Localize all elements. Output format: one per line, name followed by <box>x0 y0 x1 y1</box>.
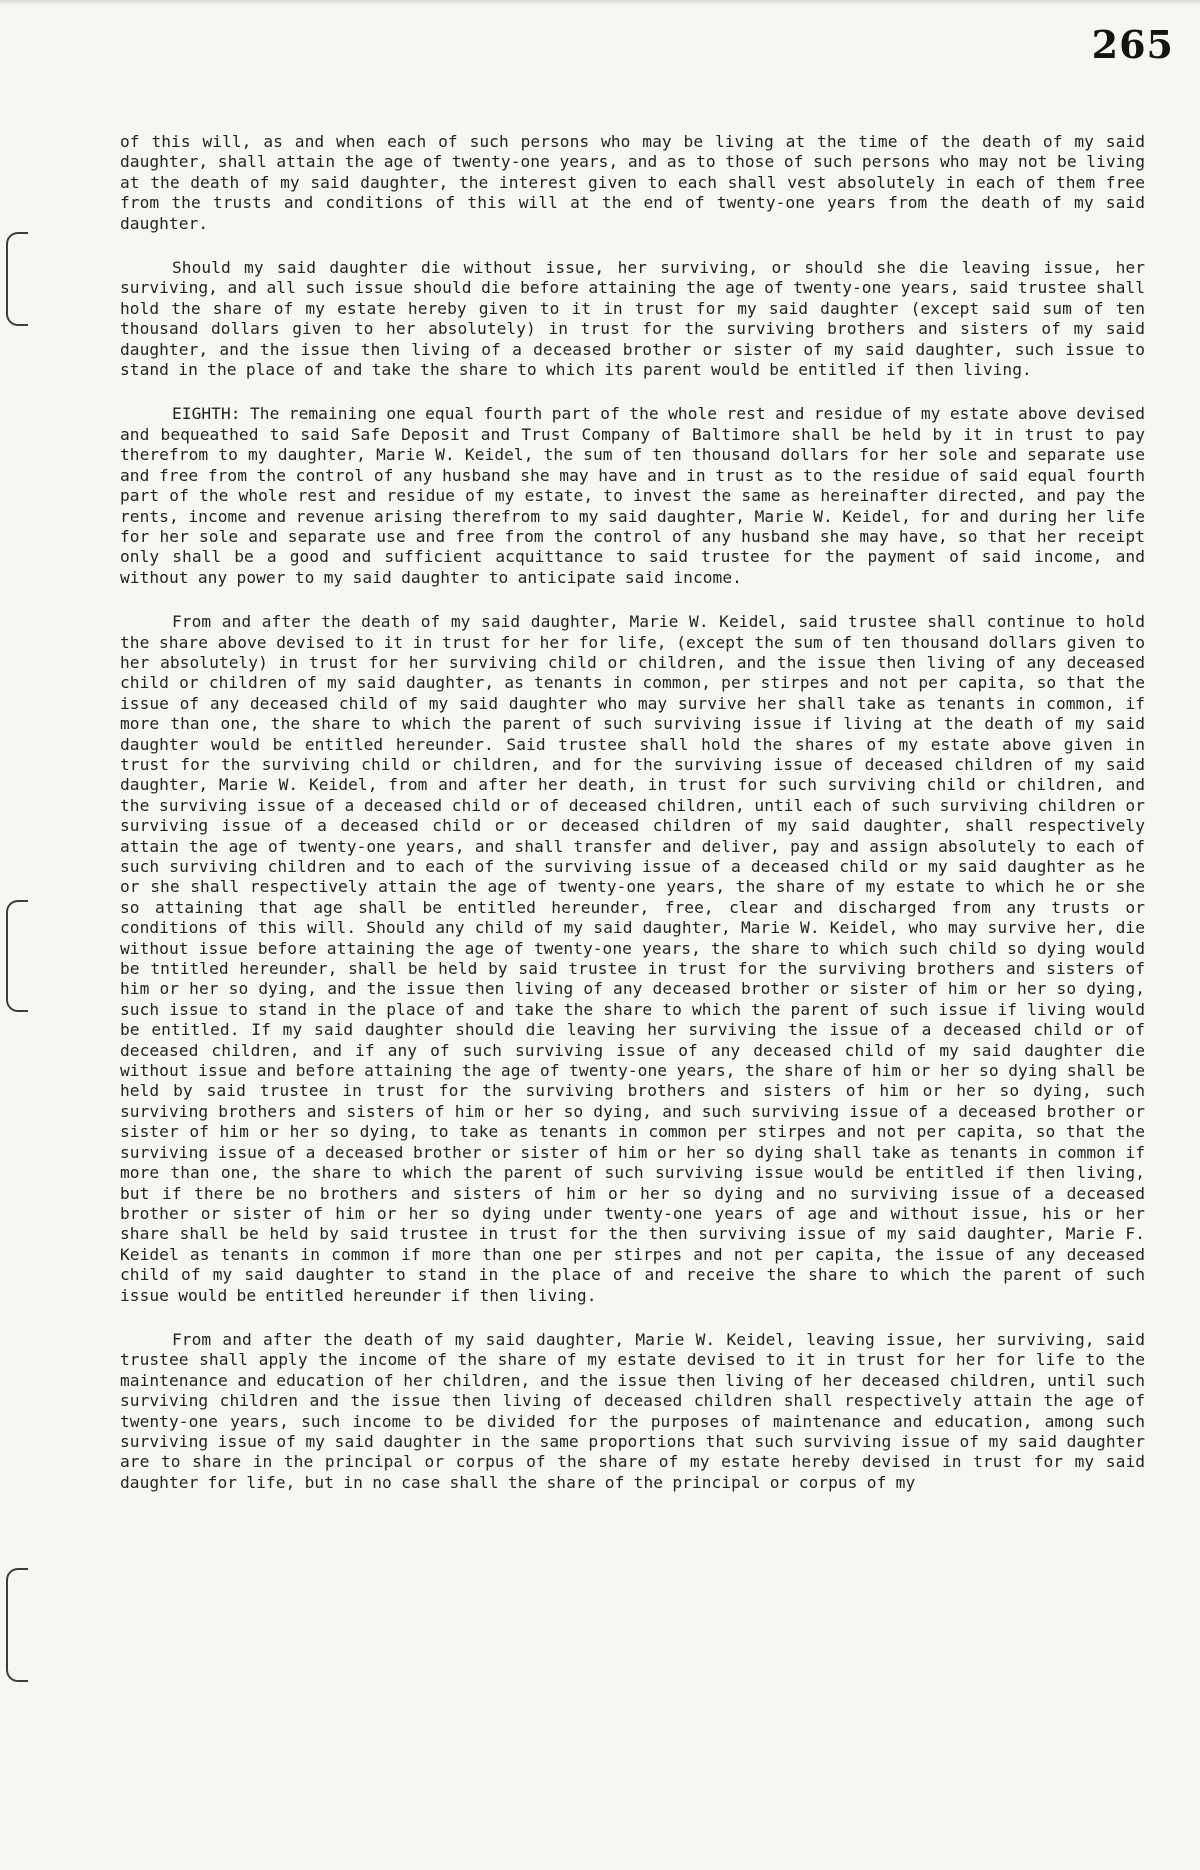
paragraph-continuation: of this will, as and when each of such persons who may be living at the time of the death of my said daughter, shall attain the age of twenty-one years, and as to those of such persons who may not be living at the death of my said daughter, the interest given to each shall vest absolutely in each of them free from the trusts and conditions of this will at the end of twenty-one years from the death of my said daughter. <box>120 132 1145 233</box>
page-top-edge <box>0 0 1200 6</box>
binding-hole-mark-top <box>6 232 28 326</box>
binding-hole-mark-middle <box>6 900 28 1012</box>
paragraph-eighth-article: EIGHTH: The remaining one equal fourth part of the whole rest and residue of my estate above devised and bequeathed to said Safe Deposit and Trust Company of Baltimore shall be held by it in trust to pay therefrom to my daughter, Marie W. Keidel, the sum of ten thousand dollars for her sole and separate use and free from the control of any husband she may have and in trust as to the residue of said equal fourth part of the whole rest and residue of my estate, to invest the same as hereinafter directed, and pay the rents, income and revenue arising therefrom to my said daughter, Marie W. Keidel, for and during her life for her sole and separate use and free from the control of any husband she may have, so that her receipt only shall be a good and sufficient acquittance to said trustee for the payment of said income, and without any power to my said daughter to anticipate said income. <box>120 404 1145 587</box>
binding-hole-mark-bottom <box>6 1568 28 1682</box>
page-number: 265 <box>1091 22 1174 67</box>
document-body <box>120 132 1145 1517</box>
paragraph-income-maintenance: From and after the death of my said daughter, Marie W. Keidel, leaving issue, her surviving, said trustee shall apply the income of the share of my estate devised to it in trust for her for life to the maintenance and education of her children, and the issue then living of her deceased children, until such surviving children and the issue then living of deceased children shall respectively attain the age of twenty-one years, such income to be divided for the purposes of maintenance and education, among such surviving issue of my said daughter in the same proportions that such surviving issue of my said daughter are to share in the principal or corpus of the share of my estate hereby devised in trust for my said daughter for life, but in no case shall the share of the principal or corpus of my <box>120 1329 1145 1492</box>
paragraph-no-issue-clause: Should my said daughter die without issue, her surviving, or should she die leaving issue, her surviving, and all such issue should die before attaining the age of twenty-one years, said trustee shall hold the share of my estate hereby given to it in trust for my said daughter (except said sum of ten thousand dollars given to her absolutely) in trust for the surviving brothers and sisters of my said daughter, and the issue then living of a deceased brother or sister of my said daughter, such issue to stand in the place of and take the share to which its parent would be entitled if then living. <box>120 258 1145 380</box>
paragraph-after-death-trust: From and after the death of my said daughter, Marie W. Keidel, said trustee shall continue to hold the share above devised to it in trust for her for life, (except the sum of ten thousand dollars given to her absolutely) in trust for her surviving child or children, and the issue then living of any deceased child or children of my said daughter, as tenants in common, per stirpes and not per capita, so that the issue of any deceased child of my said daughter who may survive her shall take as tenants in common, if more than one, the share to which the parent of such surviving issue if living at the death of my said daughter would be entitled hereunder. Said trustee shall hold the shares of my estate above given in trust for the surviving child or children, and for the surviving issue of deceased children of my said daughter, Marie W. Keidel, from and after her death, in trust for such surviving child or children, and the surviving issue of a deceased child or of deceased children, until each of such surviving children or surviving issue of a deceased child or or deceased children of my said daughter, shall respectively attain the age of twenty-one years, and shall transfer and deliver, pay and assign absolutely to each of such surviving children and to each of the surviving issue of a deceased child or my said daughter as he or she shall respectively attain the age of twenty-one years, the share of my estate to which he or she so attaining that age shall be entitled hereunder, free, clear and discharged from any trusts or conditions of this will. Should any child of my said daughter, Marie W. Keidel, who may survive her, die without issue before attaining the age of twenty-one years, the share to which such child so dying would be tntitled hereunder, shall be held by said trustee in trust for the surviving brothers and sisters of him or her so dying, and the issue then living of any deceased brother or sister of him or her so dying, such issue to stand in the place of and take the share to which the parent of such issue if living would be entitled. If my said daughter should die leaving her surviving the issue of a deceased child or of deceased children, and if any of such surviving issue of any deceased child of my said daughter die without issue and before attaining the age of twenty-one years, the share of him or her so dying shall be held by said trustee in trust for the surviving brothers and sisters of him or her so dying, such surviving brothers and sisters of him or her so dying, and such surviving issue of a deceased brother or sister of him or her so dying, to take as tenants in common per stirpes and not per capita, so that the surviving issue of a deceased brother or sister of him or her so dying shall take as tenants in common if more than one, the share to which the parent of such surviving issue would be entitled if then living, but if there be no brothers and sisters of him or her so dying and no surviving issue of a deceased brother or sister of him or her so dying under twenty-one years of age and without issue, his or her share shall be held by said trustee in trust for the then surviving issue of my said daughter, Marie F. Keidel as tenants in common if more than one per stirpes and not per capita, the issue of any deceased child of my said daughter to stand in the place of and receive the share to which the parent of such issue would be entitled hereunder if then living. <box>120 612 1145 1305</box>
